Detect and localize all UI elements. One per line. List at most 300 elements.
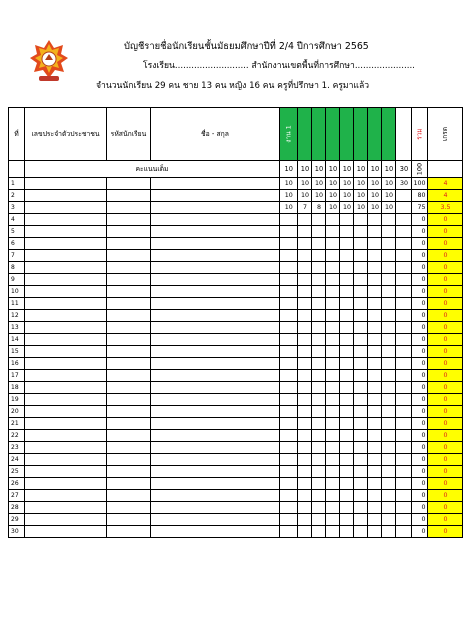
citizen-id-cell (25, 382, 107, 394)
grade-cell: 0 (428, 466, 463, 478)
score-cell (280, 430, 298, 442)
grade-cell: 0 (428, 262, 463, 274)
score-cell (396, 214, 412, 226)
score-cell (382, 238, 396, 250)
row-number-cell: 24 (9, 454, 25, 466)
score-cell (280, 322, 298, 334)
citizen-id-cell (25, 250, 107, 262)
score-cell (298, 382, 312, 394)
score-cell (382, 262, 396, 274)
total-cell: 0 (412, 526, 428, 538)
table-row (9, 298, 463, 310)
score-cell (340, 262, 354, 274)
student-id-cell (107, 298, 151, 310)
student-name-cell (151, 322, 280, 334)
score-cell (368, 442, 382, 454)
score-cell: 10 (340, 190, 354, 202)
row-number-cell: 7 (9, 250, 25, 262)
col-header-task-1 (280, 108, 298, 161)
table-row (9, 490, 463, 502)
table-row (9, 442, 463, 454)
student-name-cell (151, 454, 280, 466)
score-cell (368, 406, 382, 418)
score-cell (312, 250, 326, 262)
score-cell (382, 346, 396, 358)
student-id-cell (107, 418, 151, 430)
score-cell (382, 310, 396, 322)
row-number-cell: 27 (9, 490, 25, 502)
score-cell (396, 514, 412, 526)
score-cell (340, 310, 354, 322)
score-cell (326, 334, 340, 346)
score-cell (368, 334, 382, 346)
score-cell (354, 490, 368, 502)
score-cell (340, 502, 354, 514)
score-cell: 10 (382, 178, 396, 190)
student-id-cell (107, 394, 151, 406)
score-cell (396, 298, 412, 310)
score-cell (280, 526, 298, 538)
grade-cell: 0 (428, 442, 463, 454)
grade-cell: 4 (428, 190, 463, 202)
score-cell (280, 214, 298, 226)
score-cell (354, 394, 368, 406)
score-cell (326, 502, 340, 514)
score-cell (326, 346, 340, 358)
student-name-cell (151, 238, 280, 250)
row-number-cell: 20 (9, 406, 25, 418)
score-cell (396, 490, 412, 502)
total-cell: 0 (412, 358, 428, 370)
score-cell (312, 466, 326, 478)
table-row (9, 334, 463, 346)
score-cell: 10 (312, 190, 326, 202)
score-cell (396, 466, 412, 478)
score-cell (354, 406, 368, 418)
row-number-cell: 8 (9, 262, 25, 274)
total-label: รวม (415, 128, 424, 140)
score-cell (340, 346, 354, 358)
score-cell: 10 (326, 190, 340, 202)
score-cell (298, 478, 312, 490)
row-number-cell: 19 (9, 394, 25, 406)
score-cell (354, 238, 368, 250)
score-cell (280, 238, 298, 250)
score-cell (312, 298, 326, 310)
total-cell: 0 (412, 226, 428, 238)
class-summary-line: จำนวนนักเรียน 29 คน ชาย 13 คน หญิง 16 คน ครูที่ปรึกษา 1. ครูมาแล้ว (96, 81, 370, 91)
total-cell: 0 (412, 286, 428, 298)
citizen-id-cell (25, 334, 107, 346)
row-number-cell: 29 (9, 514, 25, 526)
total-cell: 0 (412, 262, 428, 274)
table-row (9, 238, 463, 250)
total-cell: 0 (412, 382, 428, 394)
max-total-value: 100 (415, 162, 424, 176)
score-cell (396, 406, 412, 418)
score-cell (340, 406, 354, 418)
score-cell (298, 430, 312, 442)
score-cell (312, 454, 326, 466)
score-cell (368, 490, 382, 502)
table-header-row (9, 108, 463, 161)
table-row (9, 454, 463, 466)
score-cell (382, 214, 396, 226)
total-cell: 0 (412, 214, 428, 226)
score-cell (298, 490, 312, 502)
grade-cell: 0 (428, 298, 463, 310)
col-header-student-id: รหัสนักเรียน (107, 108, 151, 161)
grade-cell: 4 (428, 178, 463, 190)
score-cell (340, 214, 354, 226)
total-cell: 0 (412, 274, 428, 286)
score-cell (280, 334, 298, 346)
student-id-cell (107, 382, 151, 394)
score-cell (382, 274, 396, 286)
citizen-id-cell (25, 502, 107, 514)
score-cell (312, 274, 326, 286)
max-score-cell: 10 (382, 161, 396, 178)
student-name-cell (151, 406, 280, 418)
student-id-cell (107, 466, 151, 478)
score-cell (396, 382, 412, 394)
score-cell (298, 250, 312, 262)
grade-cell: 3.5 (428, 202, 463, 214)
col-header-grade (428, 108, 463, 161)
citizen-id-cell (25, 286, 107, 298)
score-cell (382, 334, 396, 346)
grade-cell: 0 (428, 514, 463, 526)
table-row (9, 190, 463, 202)
score-cell (354, 382, 368, 394)
total-cell: 0 (412, 478, 428, 490)
score-cell (382, 382, 396, 394)
row-number-cell: 26 (9, 478, 25, 490)
score-cell (368, 298, 382, 310)
grade-cell: 0 (428, 322, 463, 334)
citizen-id-cell (25, 202, 107, 214)
score-cell (396, 418, 412, 430)
student-id-cell (107, 370, 151, 382)
score-cell (298, 262, 312, 274)
score-cell (354, 310, 368, 322)
score-cell (298, 358, 312, 370)
student-id-cell (107, 442, 151, 454)
score-cell (368, 478, 382, 490)
score-cell (382, 418, 396, 430)
row-number-cell: 21 (9, 418, 25, 430)
score-cell (312, 370, 326, 382)
table-row (9, 382, 463, 394)
student-name-cell (151, 526, 280, 538)
row-number-cell: 6 (9, 238, 25, 250)
task-1-label: งาน 1 (284, 125, 293, 143)
score-cell (396, 310, 412, 322)
table-row (9, 262, 463, 274)
score-cell (354, 442, 368, 454)
score-cell (326, 262, 340, 274)
score-cell: 8 (312, 202, 326, 214)
score-cell (354, 274, 368, 286)
score-cell: 10 (382, 190, 396, 202)
score-cell (298, 394, 312, 406)
score-cell (326, 238, 340, 250)
score-cell: 10 (340, 178, 354, 190)
score-cell (396, 250, 412, 262)
score-cell (280, 454, 298, 466)
score-cell (382, 250, 396, 262)
student-id-cell (107, 358, 151, 370)
score-cell (368, 238, 382, 250)
score-cell (326, 406, 340, 418)
score-cell (280, 262, 298, 274)
grade-cell: 0 (428, 286, 463, 298)
max-score-cell: 10 (326, 161, 340, 178)
row-number-cell: 12 (9, 310, 25, 322)
student-id-cell (107, 238, 151, 250)
student-id-cell (107, 406, 151, 418)
table-row (9, 226, 463, 238)
row-number-cell: 11 (9, 298, 25, 310)
citizen-id-cell (25, 310, 107, 322)
citizen-id-cell (25, 178, 107, 190)
row-number-cell: 14 (9, 334, 25, 346)
row-number-cell: 9 (9, 274, 25, 286)
row-number-cell: 13 (9, 322, 25, 334)
score-cell (298, 442, 312, 454)
score-cell (368, 286, 382, 298)
score-cell (340, 430, 354, 442)
score-cell (340, 250, 354, 262)
grade-cell: 0 (428, 274, 463, 286)
score-cell (312, 214, 326, 226)
grade-cell: 0 (428, 418, 463, 430)
score-cell (298, 310, 312, 322)
col-header-citizen-id: เลขประจำตัวประชาชน (25, 108, 107, 161)
table-row (9, 310, 463, 322)
score-cell (312, 238, 326, 250)
score-cell (312, 406, 326, 418)
student-id-cell (107, 310, 151, 322)
score-cell (280, 286, 298, 298)
score-cell (298, 526, 312, 538)
col-header-score-4 (326, 108, 340, 161)
grade-cell: 0 (428, 250, 463, 262)
row-number-cell: 15 (9, 346, 25, 358)
score-cell (396, 478, 412, 490)
student-id-cell (107, 430, 151, 442)
score-cell (298, 454, 312, 466)
score-cell (312, 262, 326, 274)
grade-cell: 0 (428, 334, 463, 346)
student-name-cell (151, 358, 280, 370)
score-cell (312, 526, 326, 538)
student-name-cell (151, 226, 280, 238)
student-name-cell (151, 466, 280, 478)
score-cell (368, 382, 382, 394)
student-id-cell (107, 334, 151, 346)
score-cell (368, 466, 382, 478)
table-row (9, 322, 463, 334)
student-name-cell (151, 394, 280, 406)
score-cell (382, 526, 396, 538)
col-header-score-3 (312, 108, 326, 161)
score-cell (312, 322, 326, 334)
max-total-cell (412, 161, 428, 178)
student-name-cell (151, 418, 280, 430)
row-number-cell: 17 (9, 370, 25, 382)
score-cell (354, 454, 368, 466)
student-id-cell (107, 322, 151, 334)
score-cell (368, 250, 382, 262)
grade-cell: 0 (428, 346, 463, 358)
student-name-cell (151, 298, 280, 310)
score-cell (326, 310, 340, 322)
score-cell: 10 (354, 190, 368, 202)
score-cell (382, 514, 396, 526)
student-name-cell (151, 178, 280, 190)
student-name-cell (151, 478, 280, 490)
table-row (9, 250, 463, 262)
student-name-cell (151, 346, 280, 358)
max-score-cell: 10 (312, 161, 326, 178)
col-header-score-2 (298, 108, 312, 161)
score-cell (280, 418, 298, 430)
score-cell (280, 298, 298, 310)
grade-cell: 0 (428, 406, 463, 418)
score-cell (298, 214, 312, 226)
score-cell (396, 238, 412, 250)
citizen-id-cell (25, 226, 107, 238)
student-id-cell (107, 478, 151, 490)
total-cell: 0 (412, 322, 428, 334)
score-cell (396, 262, 412, 274)
citizen-id-cell (25, 514, 107, 526)
score-cell (280, 274, 298, 286)
score-cell (326, 358, 340, 370)
score-cell (396, 226, 412, 238)
score-cell (312, 478, 326, 490)
score-cell (280, 442, 298, 454)
table-row (9, 178, 463, 190)
score-cell (396, 526, 412, 538)
score-cell (340, 274, 354, 286)
score-cell (354, 418, 368, 430)
citizen-id-cell (25, 322, 107, 334)
score-cell (368, 310, 382, 322)
student-id-cell (107, 454, 151, 466)
total-cell: 0 (412, 430, 428, 442)
score-cell (396, 358, 412, 370)
score-cell (354, 526, 368, 538)
student-id-cell (107, 190, 151, 202)
score-cell (396, 190, 412, 202)
total-cell: 0 (412, 514, 428, 526)
total-cell: 0 (412, 454, 428, 466)
student-name-cell (151, 214, 280, 226)
score-cell (326, 418, 340, 430)
score-cell (340, 382, 354, 394)
score-cell (368, 214, 382, 226)
score-cell (298, 346, 312, 358)
max-score-row (9, 161, 463, 178)
col-header-score-6 (354, 108, 368, 161)
score-cell (340, 478, 354, 490)
score-cell (312, 310, 326, 322)
score-cell (340, 358, 354, 370)
score-cell (354, 466, 368, 478)
row-number-cell: 16 (9, 358, 25, 370)
score-cell (312, 442, 326, 454)
score-cell (340, 466, 354, 478)
score-cell (396, 286, 412, 298)
score-cell (382, 298, 396, 310)
citizen-id-cell (25, 370, 107, 382)
table-row (9, 466, 463, 478)
score-cell (396, 202, 412, 214)
student-name-cell (151, 370, 280, 382)
score-cell (298, 238, 312, 250)
score-cell: 10 (326, 178, 340, 190)
score-cell (396, 430, 412, 442)
score-cell (326, 526, 340, 538)
score-cell (298, 286, 312, 298)
score-cell (280, 514, 298, 526)
table-row (9, 202, 463, 214)
citizen-id-cell (25, 430, 107, 442)
score-cell (298, 370, 312, 382)
score-cell (298, 226, 312, 238)
score-cell (340, 226, 354, 238)
score-cell (354, 262, 368, 274)
grade-cell: 0 (428, 214, 463, 226)
score-cell (340, 334, 354, 346)
score-cell (340, 442, 354, 454)
score-cell (326, 478, 340, 490)
score-cell: 10 (368, 178, 382, 190)
score-cell (326, 370, 340, 382)
grade-cell: 0 (428, 370, 463, 382)
score-cell: 10 (354, 202, 368, 214)
citizen-id-cell (25, 238, 107, 250)
score-cell (354, 286, 368, 298)
table-row (9, 406, 463, 418)
total-cell: 0 (412, 466, 428, 478)
max-score-cell: 30 (396, 161, 412, 178)
score-cell (312, 430, 326, 442)
score-cell (326, 286, 340, 298)
score-cell (340, 490, 354, 502)
score-cell (340, 298, 354, 310)
score-cell (298, 298, 312, 310)
table-row (9, 214, 463, 226)
score-cell (382, 226, 396, 238)
row-number-cell: 2 (9, 190, 25, 202)
citizen-id-cell (25, 418, 107, 430)
score-cell (326, 214, 340, 226)
score-cell (382, 406, 396, 418)
score-cell (368, 418, 382, 430)
score-cell (354, 358, 368, 370)
score-cell (354, 370, 368, 382)
max-score-cell: 10 (354, 161, 368, 178)
score-cell (354, 430, 368, 442)
student-name-cell (151, 514, 280, 526)
score-cell (396, 346, 412, 358)
score-cell (312, 514, 326, 526)
student-id-cell (107, 346, 151, 358)
score-cell (326, 394, 340, 406)
